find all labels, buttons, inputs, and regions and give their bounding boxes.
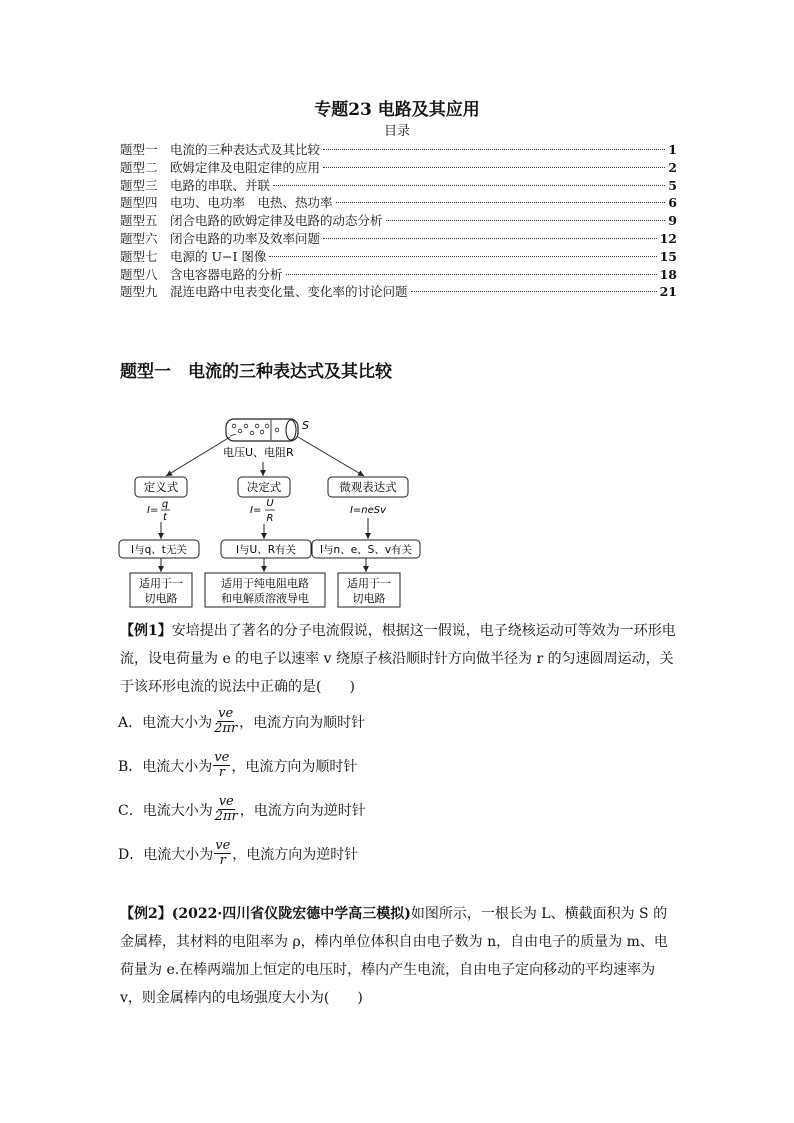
option-a-prefix: A．电流大小为 bbox=[118, 714, 213, 731]
box-microscopic: 微观表达式 bbox=[339, 480, 397, 494]
option-d-suffix: ，电流方向为逆时针 bbox=[232, 846, 359, 863]
frac-num: ve bbox=[215, 838, 231, 853]
toc-label: 题型五 闭合电路的欧姆定律及电路的动态分析 bbox=[120, 213, 383, 229]
toc-leader bbox=[386, 220, 666, 221]
formula-left-num: q bbox=[161, 499, 169, 510]
toc-page: 21 bbox=[659, 284, 677, 300]
toc-entry[interactable] bbox=[120, 229, 677, 247]
top-caption: 电压U、电阻R bbox=[223, 446, 294, 459]
conductor-cylinder-icon bbox=[226, 419, 298, 441]
formula-mid-lhs: I= bbox=[250, 505, 262, 516]
option-c-prefix: C．电流大小为 bbox=[118, 802, 213, 819]
toc-page: 9 bbox=[668, 213, 677, 229]
option-d[interactable] bbox=[118, 839, 358, 868]
toc-label: 题型二 欧姆定律及电阻定律的应用 bbox=[120, 159, 321, 175]
toc-page: 5 bbox=[668, 177, 677, 193]
toc-entry[interactable] bbox=[120, 265, 677, 283]
toc-leader bbox=[323, 238, 657, 239]
cross-section-label: S bbox=[302, 419, 309, 432]
option-a-suffix: ，电流方向为顺时针 bbox=[239, 714, 366, 731]
option-d-prefix: D．电流大小为 bbox=[118, 846, 214, 863]
toc-entry[interactable] bbox=[120, 140, 677, 158]
toc-label: 题型六 闭合电路的功率及效率问题 bbox=[120, 230, 321, 246]
relation-middle: I与U、R有关 bbox=[235, 544, 297, 556]
toc-leader bbox=[323, 167, 665, 168]
example-2-tag: 【例2】 bbox=[120, 906, 172, 922]
toc-page: 15 bbox=[659, 248, 677, 264]
frac-num: ve bbox=[214, 750, 230, 765]
option-d-fraction bbox=[214, 839, 231, 868]
frac-den: r bbox=[218, 765, 225, 780]
apply-right-line1: 适用于一 bbox=[347, 577, 391, 590]
relation-left: I与q、t无关 bbox=[131, 544, 187, 556]
toc-entry[interactable] bbox=[120, 176, 677, 194]
toc-entry[interactable] bbox=[120, 247, 677, 265]
example-1-tag: 【例1】 bbox=[120, 623, 172, 639]
option-b-fraction bbox=[213, 751, 230, 780]
frac-den: 2πr bbox=[214, 721, 238, 736]
formula-right: I=neSv bbox=[349, 505, 387, 516]
option-c-suffix: ，电流方向为逆时针 bbox=[239, 802, 366, 819]
example-2-question bbox=[120, 900, 680, 1012]
section-heading: 题型一 电流的三种表达式及其比较 bbox=[120, 362, 392, 382]
example-1-question bbox=[120, 617, 680, 701]
toc-page: 2 bbox=[668, 159, 677, 175]
toc-entry[interactable] bbox=[120, 193, 677, 211]
frac-den: r bbox=[219, 853, 226, 868]
apply-left-line2: 切电路 bbox=[144, 592, 178, 605]
apply-mid-line2: 和电解质溶液导电 bbox=[221, 592, 309, 605]
current-expression-diagram bbox=[110, 412, 430, 612]
frac-num: ve bbox=[218, 794, 234, 809]
toc-label: 题型四 电功、电功率 电热、热功率 bbox=[120, 195, 333, 211]
toc-leader bbox=[286, 274, 657, 275]
toc-label: 题型八 含电容器电路的分析 bbox=[120, 266, 283, 282]
arrow-left bbox=[166, 437, 230, 476]
toc-leader bbox=[336, 202, 666, 203]
apply-left-line1: 适用于一 bbox=[139, 577, 183, 590]
frac-den: 2πr bbox=[214, 809, 238, 824]
toc-page: 18 bbox=[659, 266, 677, 282]
toc-entry[interactable] bbox=[120, 282, 677, 300]
toc-heading: 目录 bbox=[383, 124, 410, 139]
box-determining: 决定式 bbox=[246, 480, 282, 494]
formula-left-den: t bbox=[163, 512, 167, 523]
document-title: 专题23 电路及其应用 bbox=[314, 100, 480, 120]
toc-leader bbox=[269, 256, 656, 257]
apply-right-line2: 切电路 bbox=[352, 592, 386, 605]
toc-label: 题型九 混连电路中电表变化量、变化率的讨论问题 bbox=[120, 284, 408, 300]
formula-left-lhs: I= bbox=[147, 505, 159, 516]
formula-mid-num: U bbox=[266, 498, 274, 509]
box-definition: 定义式 bbox=[143, 480, 179, 494]
arrow-right bbox=[298, 437, 364, 476]
example-1-text: 安培提出了著名的分子电流假说，根据这一假说，电子绕核运动可等效为一环形电流，设电荷量为 e 的电子以速率 v 绕原子核沿顺时针方向做半径为 r 的匀速圆周运动，关于该环形电流的说法中正确的是( ) bbox=[120, 623, 676, 695]
relation-right: I与n、e、S、v有关 bbox=[319, 544, 413, 556]
option-c-fraction bbox=[214, 795, 239, 824]
apply-mid-line1: 适用于纯电阻电路 bbox=[221, 577, 309, 590]
option-c[interactable] bbox=[118, 795, 366, 824]
option-a[interactable] bbox=[118, 707, 365, 736]
example-2-source: (2022·四川省仪陇宏德中学高三模拟) bbox=[171, 906, 411, 922]
toc-page: 6 bbox=[668, 195, 677, 211]
option-a-fraction bbox=[213, 707, 238, 736]
example-2-text: 如图所示，一根长为 L、横截面积为 S 的金属棒，其材料的电阻率为 ρ，棒内单位体积自由电子数为 n，自由电子的质量为 m、电荷量为 e.在棒两端加上恒定的电压时，棒内产生电流，自由电子定向移动的平均速率为 v，则金属棒内的电场强度大小为( ) bbox=[120, 906, 668, 1006]
toc-label: 题型三 电路的串联、并联 bbox=[120, 177, 271, 193]
formula-mid-den: R bbox=[266, 513, 274, 524]
toc-leader bbox=[323, 149, 665, 150]
option-b[interactable] bbox=[118, 751, 357, 780]
toc-entry[interactable] bbox=[120, 211, 677, 229]
toc-page: 12 bbox=[659, 230, 677, 246]
toc-label: 题型七 电源的 U−I 图像 bbox=[120, 248, 267, 264]
option-b-prefix: B．电流大小为 bbox=[118, 758, 213, 775]
toc-label: 题型一 电流的三种表达式及其比较 bbox=[120, 142, 321, 157]
toc-leader bbox=[411, 291, 657, 292]
toc-entry[interactable] bbox=[120, 158, 677, 176]
toc-leader bbox=[273, 185, 665, 186]
frac-num: ve bbox=[218, 706, 234, 721]
option-b-suffix: ，电流方向为顺时针 bbox=[231, 758, 358, 775]
toc-page: 1 bbox=[668, 142, 677, 157]
table-of-contents bbox=[120, 140, 677, 300]
